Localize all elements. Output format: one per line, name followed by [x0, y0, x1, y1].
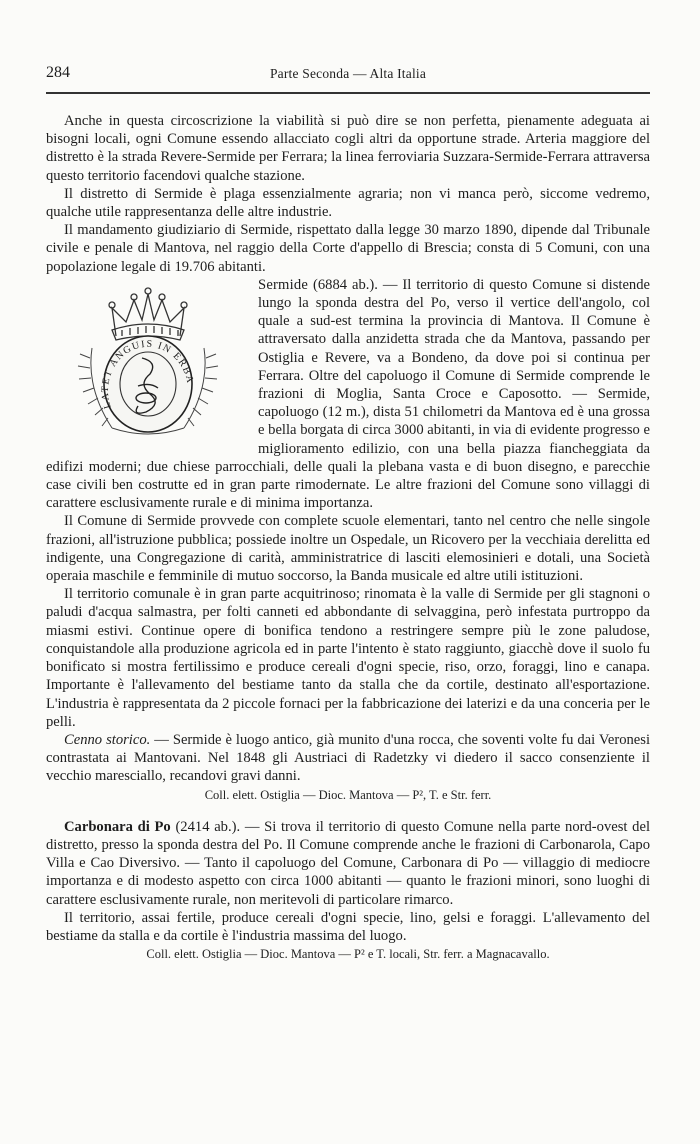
paragraph-viabilita: Anche in questa circoscrizione la viabilità si può dire se non perfetta, pienamente adeguata ai bisogni locali, ogni Comune essendo allacciato cogli altri da opportune strade. Arteria maggiore del distretto è la strada Revere-Sermide per Ferrara; la linea ferroviaria Suzzara-Sermide-Ferrara attraversa questo territorio facendovi qualche stazione.: [46, 113, 650, 184]
paragraph-mandamento: Il mandamento giudiziario di Sermide, rispettato dalla legge 30 marzo 1890, dipende dal Tribunale civile e penale di Mantova, nel raggio della Corte d'appello di Brescia; consta di 5 Comuni, con una popolazione legale di 19.706 abitanti.: [46, 222, 650, 275]
entry-title-sermide: Sermide: [258, 276, 309, 293]
carbonara-description: (2414 ab.). — Si trova il territorio di questo Comune nella parte nord-ovest del distretto, presso la sponda destra del Po. Il Comune comprende anche le frazioni di Carbonarola, Capo Villa e Cao Diversivo. — Tanto il capoluogo del Comune, Carbonara di Po — villaggio di mediocre importanza e di modesto aspetto con circa 1000 abitanti — quanto le frazioni minori, sono luoghi di carattere esclusivamente rurale, non meritevoli di particolare rimarco.: [46, 818, 651, 908]
page-number: 284: [46, 64, 70, 81]
historic-label: Cenno storico.: [64, 731, 151, 748]
body-text: [46, 112, 650, 963]
paragraph-istituzioni: Il Comune di Sermide provvede con complete scuole elementari, tanto nel centro che nelle singole frazioni, all'istruzione pubblica; possiede inoltre un Ospedale, un Ricovero per la vecchiaia derelitta ed indigente, una Congregazione di carità, amministratrice di lasciti elemosinieri e dotali, una Società operaia maschile e femminile di mutuo soccorso, la Banda musicale ed altre utili istituzioni.: [46, 513, 650, 585]
historic-text: — Sermide è luogo antico, già munito d'una rocca, che soventi volte fu dai Veronesi contrastata ai Mantovani. Nel 1848 gli Austriaci di Radetzky vi diedero il sacco consenziente il vecchio maresciallo, recandovi gravi danni.: [46, 731, 650, 785]
note-sermide: Coll. elett. Ostiglia — Dioc. Mantova — P², T. e Str. ferr.: [204, 787, 492, 802]
paragraph-territorio: Il territorio comunale è in gran parte acquitrinoso; rinomata è la valle di Sermide per gli stagnoni o paludi d'acqua salmastra, per folti canneti ed abbondante di selvaggina, però infestata purtroppo da miasmi estivi. Continue opere di bonifica tendono a restringere sempre più le zone paludose, conquistandole alla produzione agricola ed in parte l'intento è stato raggiunto, giacchè dove il suolo fu bonificato si mostra fertilissimo e produce cereali d'ogni specie, riso, orzo, foraggi, lino e canapa. Importante è l'allevamento del bestiame tanto da stalla che da cortile, destinato all'esportazione. L'industria è rappresentata da 2 piccole fornaci per la fabbricazione dei laterizi e da una conceria per le pelli.: [46, 586, 650, 730]
entry-title-carbonara: Carbonara di Po: [64, 818, 171, 835]
coat-of-arms-icon: [46, 278, 248, 456]
section-gap: [46, 804, 650, 818]
paragraph-carbonara: [46, 818, 650, 909]
motto-text: LATET ANGUIS IN ERBA: [99, 338, 196, 410]
note-carbonara: Coll. elett. Ostiglia — Dioc. Mantova — P² e T. locali, Str. ferr. a Magnacavallo.: [146, 947, 550, 962]
paragraph-cenno-storico: [46, 731, 650, 786]
sermide-coat-of-arms: [46, 278, 248, 456]
header-rule: [46, 92, 650, 94]
running-title: Parte Seconda — Alta Italia: [269, 66, 427, 81]
page-header: [46, 62, 650, 86]
paragraph-agraria: Il distretto di Sermide è plaga essenzialmente agraria; non vi manca però, siccome vedremo, qualche utile rappresentanza delle altre industrie.: [46, 185, 650, 221]
book-page: [46, 62, 650, 963]
paragraph-carbonara-territorio: Il territorio, assai fertile, produce cereali d'ogni specie, lino, gelsi e foraggi. L'allevamento del bestiame da stalla e da cortile è l'industria massima del luogo.: [46, 909, 650, 944]
sermide-description: (6884 ab.). — Il territorio di questo Comune si distende lungo la sponda destra del Po, verso il vertice dell'angolo, col quale a sud-est termina la provincia di Mantova. Il Comune è attraversato dalla anzidetta strada che da Mantova, passando per Ostiglia e Revere, va a Bondeno, da dove poi si continua per Ferrara. Oltre del capoluogo il Comune di Sermide comprende le frazioni di Moglia, Santa Croce e Caposotto. — Sermide, capoluogo (12 m.), dista 51 chilometri da Mantova ed è una grossa e bella borgata di circa 3000 abitanti, in via di evidente progresso e miglioramento edilizio, con una bella piazza fiancheggiata da edifizi moderni; due chiese parrocchiali, delle quali la plebana vasta e di buon disegno, e parecchie case civili ben costrutte ed in gran parte rimodernate. Le altre frazioni del Comune sono villaggi di carattere esclusivamente rurale e di minima importanza.: [46, 276, 650, 512]
